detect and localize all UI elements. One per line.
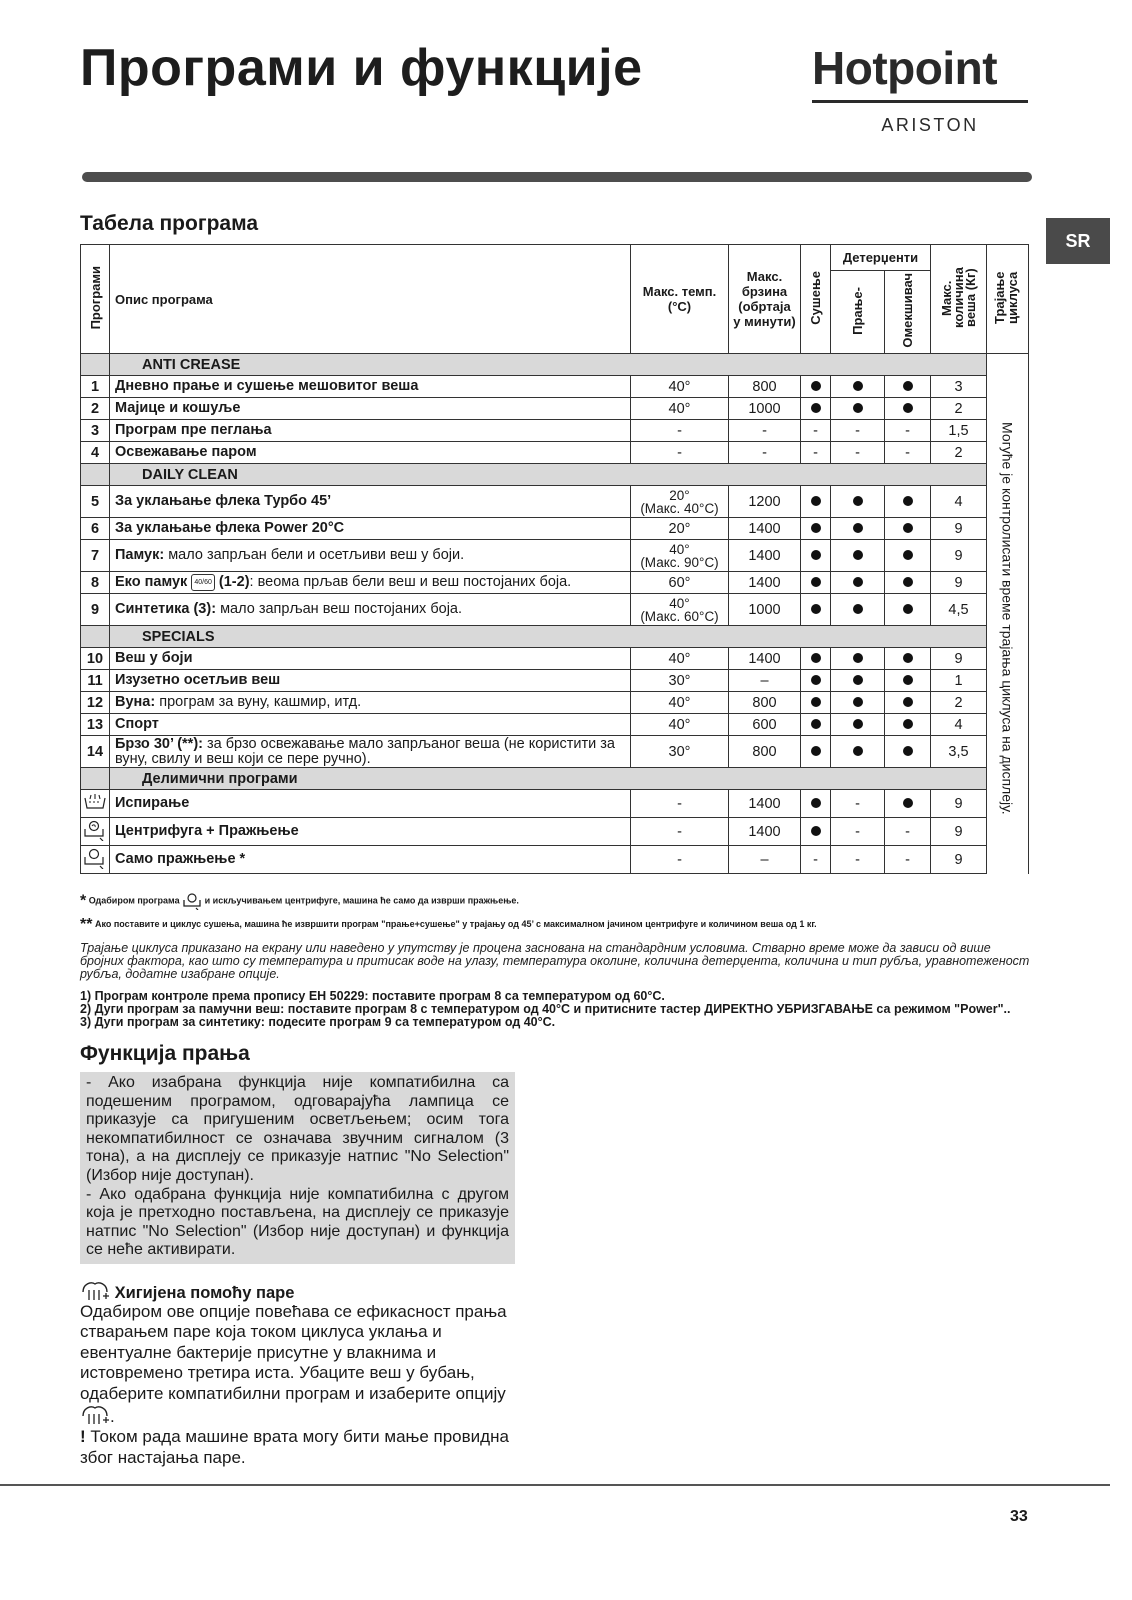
softener-cell bbox=[885, 518, 931, 540]
program-number: 10 bbox=[81, 648, 110, 670]
drying-cell bbox=[801, 648, 831, 670]
language-tab: SR bbox=[1046, 218, 1110, 264]
max-load-cell: 9 bbox=[931, 518, 987, 540]
drying-cell bbox=[801, 594, 831, 626]
dot-mark bbox=[811, 381, 821, 391]
drying-cell bbox=[801, 572, 831, 594]
max-temp-cell: - bbox=[631, 846, 729, 874]
program-number: 13 bbox=[81, 714, 110, 736]
page-title: Програми и функције bbox=[80, 39, 643, 97]
section-title-functions: Функција прања bbox=[80, 1042, 250, 1065]
steam-hygiene-title: Хигијена помоћу паре bbox=[80, 1280, 294, 1303]
program-row bbox=[81, 594, 1029, 626]
max-load-cell: 2 bbox=[931, 692, 987, 714]
wash-detergent-cell: - bbox=[831, 818, 885, 846]
program-row bbox=[81, 648, 1029, 670]
max-load-cell: 2 bbox=[931, 398, 987, 420]
max-load-cell: 3 bbox=[931, 376, 987, 398]
dot-mark bbox=[853, 746, 863, 756]
softener-cell bbox=[885, 648, 931, 670]
max-temp-cell: 40° bbox=[631, 692, 729, 714]
program-number: 7 bbox=[81, 540, 110, 572]
drying-cell bbox=[801, 518, 831, 540]
dot-mark bbox=[903, 523, 913, 533]
header-max-temp: Макс. темп. (°C) bbox=[631, 245, 729, 354]
max-speed-cell: 1000 bbox=[729, 398, 801, 420]
max-speed-cell: 1400 bbox=[729, 572, 801, 594]
program-description: Програм пре пеглања bbox=[110, 420, 631, 442]
drying-cell bbox=[801, 670, 831, 692]
max-temp-cell: 40° bbox=[631, 648, 729, 670]
rinse-icon bbox=[81, 790, 110, 818]
max-temp-cell: 40° bbox=[631, 714, 729, 736]
header-washing: Прање- bbox=[831, 271, 885, 354]
program-number: 11 bbox=[81, 670, 110, 692]
program-row bbox=[81, 398, 1029, 420]
section-row bbox=[81, 626, 1029, 648]
program-description: Освежавање паром bbox=[110, 442, 631, 464]
steam-icon bbox=[80, 1280, 110, 1302]
section-name: ANTI CREASE bbox=[110, 354, 987, 376]
dot-mark bbox=[853, 697, 863, 707]
dot-mark bbox=[903, 496, 913, 506]
program-description: Брзо 30’ (**): за брзо освежавање мало запрљаног веша (не користити за вуну, свилу и веш који се пере ручно). bbox=[110, 736, 631, 768]
max-speed-cell: – bbox=[729, 670, 801, 692]
steam-warning: Током рада машине врата могу бити мање провидна због настајања паре. bbox=[80, 1427, 509, 1467]
max-speed-cell: 1400 bbox=[729, 818, 801, 846]
wash-detergent-cell bbox=[831, 648, 885, 670]
max-speed-cell: 800 bbox=[729, 692, 801, 714]
drying-cell bbox=[801, 486, 831, 518]
max-load-cell: 9 bbox=[931, 540, 987, 572]
wash-detergent-cell bbox=[831, 518, 885, 540]
max-load-cell: 9 bbox=[931, 648, 987, 670]
dot-mark bbox=[811, 550, 821, 560]
wash-detergent-cell bbox=[831, 486, 885, 518]
section-name: Делимични програми bbox=[110, 768, 987, 790]
logo-rule bbox=[812, 100, 1028, 103]
section-row bbox=[81, 354, 1029, 376]
program-row bbox=[81, 518, 1029, 540]
softener-cell bbox=[885, 540, 931, 572]
softener-cell bbox=[885, 376, 931, 398]
program-description: Центрифуга + Пражњење bbox=[110, 818, 631, 846]
section-name: SPECIALS bbox=[110, 626, 987, 648]
max-speed-cell: 1200 bbox=[729, 486, 801, 518]
program-description: Вуна: програм за вуну, кашмир, итд. bbox=[110, 692, 631, 714]
dot-mark bbox=[853, 577, 863, 587]
drying-cell bbox=[801, 376, 831, 398]
section-num-cell bbox=[81, 464, 110, 486]
max-load-cell: 9 bbox=[931, 790, 987, 818]
section-name: DAILY CLEAN bbox=[110, 464, 987, 486]
dot-mark bbox=[903, 719, 913, 729]
compatibility-note-2: - Ако одабрана функција није компатибилна с другом која је претходно постављена, на дисплеју се приказује натпис "No Selection" (Избор није доступан) и функција се неће активирати. bbox=[86, 1185, 510, 1259]
program-row bbox=[81, 790, 1029, 818]
max-speed-cell: - bbox=[729, 420, 801, 442]
dot-mark bbox=[903, 675, 913, 685]
drying-cell bbox=[801, 714, 831, 736]
dot-mark bbox=[811, 826, 821, 836]
softener-cell bbox=[885, 670, 931, 692]
program-row bbox=[81, 572, 1029, 594]
program-number: 3 bbox=[81, 420, 110, 442]
max-temp-cell: 60° bbox=[631, 572, 729, 594]
dot-mark bbox=[811, 798, 821, 808]
footnote-double-star: ** Ако поставите и циклус сушења, машина ће извршити програм "прање+сушење" у трајању од 45’ с максималном јачином центрифуге и количином веша од 1 кг. bbox=[80, 916, 817, 933]
dot-mark bbox=[903, 798, 913, 808]
max-speed-cell: 600 bbox=[729, 714, 801, 736]
brand-subname: ARISTON bbox=[881, 115, 979, 135]
wash-detergent-cell bbox=[831, 376, 885, 398]
max-temp-cell: 40° (Макс. 90°C) bbox=[631, 540, 729, 572]
dot-mark bbox=[853, 604, 863, 614]
wash-detergent-cell: - bbox=[831, 790, 885, 818]
program-row bbox=[81, 420, 1029, 442]
wash-detergent-cell: - bbox=[831, 420, 885, 442]
header-detergents: Детерџенти bbox=[831, 245, 931, 271]
program-number: 8 bbox=[81, 572, 110, 594]
dot-mark bbox=[853, 403, 863, 413]
program-row bbox=[81, 736, 1029, 768]
header-max-speed: Макс. брзина (обртаја у минути) bbox=[729, 245, 801, 354]
program-description: Памук: мало запрљан бели и осетљиви веш у боји. bbox=[110, 540, 631, 572]
max-temp-cell: 30° bbox=[631, 670, 729, 692]
drying-cell bbox=[801, 818, 831, 846]
max-speed-cell: 1000 bbox=[729, 594, 801, 626]
drying-cell bbox=[801, 692, 831, 714]
max-load-cell: 2 bbox=[931, 442, 987, 464]
max-load-cell: 4 bbox=[931, 486, 987, 518]
dot-mark bbox=[853, 381, 863, 391]
dot-mark bbox=[903, 746, 913, 756]
spin-drain-icon bbox=[81, 818, 110, 846]
section-num-cell bbox=[81, 626, 110, 648]
duration-note-cell bbox=[987, 354, 1029, 874]
dot-mark bbox=[903, 550, 913, 560]
max-temp-cell: 20° (Макс. 40°C) bbox=[631, 486, 729, 518]
standard-notes bbox=[80, 990, 1040, 1029]
softener-cell bbox=[885, 790, 931, 818]
program-number: 12 bbox=[81, 692, 110, 714]
softener-cell bbox=[885, 572, 931, 594]
wash-detergent-cell: - bbox=[831, 442, 885, 464]
program-number: 1 bbox=[81, 376, 110, 398]
footnote-star: * Одабиром програма и искључивањем центрифуге, машина ће само да изврши пражњење. bbox=[80, 892, 519, 910]
brand-logo bbox=[812, 42, 1028, 136]
section-row bbox=[81, 464, 1029, 486]
max-load-cell: 1,5 bbox=[931, 420, 987, 442]
max-speed-cell: – bbox=[729, 846, 801, 874]
dot-mark bbox=[811, 604, 821, 614]
program-number: 14 bbox=[81, 736, 110, 768]
drying-cell bbox=[801, 790, 831, 818]
max-load-cell: 9 bbox=[931, 846, 987, 874]
softener-cell bbox=[885, 714, 931, 736]
max-speed-cell: - bbox=[729, 442, 801, 464]
wash-detergent-cell: - bbox=[831, 846, 885, 874]
brand-name: Hotpoint bbox=[812, 42, 998, 94]
dot-mark bbox=[853, 550, 863, 560]
softener-cell: - bbox=[885, 846, 931, 874]
program-description: Само пражњење * bbox=[110, 846, 631, 874]
wash-detergent-cell bbox=[831, 572, 885, 594]
max-speed-cell: 1400 bbox=[729, 540, 801, 572]
dot-mark bbox=[853, 653, 863, 663]
dot-mark bbox=[811, 719, 821, 729]
drying-cell bbox=[801, 398, 831, 420]
steam-icon bbox=[80, 1404, 110, 1426]
program-row bbox=[81, 818, 1029, 846]
max-speed-cell: 1400 bbox=[729, 648, 801, 670]
max-temp-cell: - bbox=[631, 442, 729, 464]
dot-mark bbox=[853, 675, 863, 685]
drying-cell: - bbox=[801, 442, 831, 464]
program-description: Испирање bbox=[110, 790, 631, 818]
section-num-cell bbox=[81, 768, 110, 790]
max-load-cell: 9 bbox=[931, 572, 987, 594]
program-description: Синтетика (3): мало запрљан веш постојаних боја. bbox=[110, 594, 631, 626]
max-temp-cell: 40° (Макс. 60°C) bbox=[631, 594, 729, 626]
dot-mark bbox=[903, 653, 913, 663]
dot-mark bbox=[903, 577, 913, 587]
dot-mark bbox=[903, 403, 913, 413]
section-num-cell bbox=[81, 354, 110, 376]
drying-cell bbox=[801, 540, 831, 572]
program-row bbox=[81, 376, 1029, 398]
program-row bbox=[81, 714, 1029, 736]
program-description: За уклањање флека Турбо 45’ bbox=[110, 486, 631, 518]
dot-mark bbox=[811, 496, 821, 506]
max-load-cell: 3,5 bbox=[931, 736, 987, 768]
program-row bbox=[81, 540, 1029, 572]
program-description: За уклањање флека Power 20°C bbox=[110, 518, 631, 540]
max-temp-cell: - bbox=[631, 790, 729, 818]
dot-mark bbox=[811, 523, 821, 533]
eco-icon: 40/60 bbox=[191, 574, 215, 591]
dot-mark bbox=[903, 381, 913, 391]
program-description: Спорт bbox=[110, 714, 631, 736]
page-number: 33 bbox=[1010, 1508, 1028, 1525]
max-temp-cell: 40° bbox=[631, 376, 729, 398]
table-title: Табела програма bbox=[80, 212, 259, 235]
max-load-cell: 4,5 bbox=[931, 594, 987, 626]
max-temp-cell: 40° bbox=[631, 398, 729, 420]
dot-mark bbox=[903, 604, 913, 614]
dot-mark bbox=[811, 697, 821, 707]
dot-mark bbox=[853, 523, 863, 533]
program-number: 2 bbox=[81, 398, 110, 420]
wash-detergent-cell bbox=[831, 540, 885, 572]
dot-mark bbox=[811, 653, 821, 663]
max-load-cell: 9 bbox=[931, 818, 987, 846]
warning-mark: ! bbox=[80, 1427, 86, 1447]
header-description: Опис програма bbox=[110, 245, 631, 354]
max-speed-cell: 1400 bbox=[729, 518, 801, 540]
header-drying: Сушење bbox=[801, 245, 831, 354]
dot-mark bbox=[853, 496, 863, 506]
wash-detergent-cell bbox=[831, 670, 885, 692]
compatibility-note-box bbox=[80, 1072, 515, 1264]
program-description: Веш у боји bbox=[110, 648, 631, 670]
max-temp-cell: - bbox=[631, 818, 729, 846]
softener-cell bbox=[885, 692, 931, 714]
program-row bbox=[81, 692, 1029, 714]
max-temp-cell: 20° bbox=[631, 518, 729, 540]
drying-cell: - bbox=[801, 846, 831, 874]
standard-note-2: 2) Дуги програм за памучни веш: поставите програм 8 с температуром од 40°C и притисните тастер ДИРЕКТНО УБРИЗГАВАЊЕ са режимом "Power".. bbox=[80, 1002, 1011, 1016]
wash-detergent-cell bbox=[831, 692, 885, 714]
max-temp-cell: 30° bbox=[631, 736, 729, 768]
section-row bbox=[81, 768, 1029, 790]
wash-detergent-cell bbox=[831, 398, 885, 420]
program-number: 5 bbox=[81, 486, 110, 518]
dot-mark bbox=[853, 719, 863, 729]
max-speed-cell: 1400 bbox=[729, 790, 801, 818]
wash-detergent-cell bbox=[831, 714, 885, 736]
wash-detergent-cell bbox=[831, 736, 885, 768]
duration-note: Могуће је контролисати време трајања циклуса на дисплеју. bbox=[999, 422, 1016, 815]
dot-mark bbox=[811, 746, 821, 756]
softener-cell: - bbox=[885, 818, 931, 846]
program-description: Дневно прање и сушење мешовитог веша bbox=[110, 376, 631, 398]
softener-cell: - bbox=[885, 420, 931, 442]
program-row bbox=[81, 670, 1029, 692]
softener-cell bbox=[885, 486, 931, 518]
program-description: Изузетно осетљив веш bbox=[110, 670, 631, 692]
dot-mark bbox=[811, 577, 821, 587]
max-speed-cell: 800 bbox=[729, 736, 801, 768]
compatibility-note-1: - Ако изабрана функција није компатибилна са подешеним програмом, одговарајућа лампица се приказује са пригушеним осветљењем; осим тога некомпатибилност се означава звучним сигналом (3 тона), а на дисплеју се приказује натпис "No Selection" (Избор није доступан). bbox=[86, 1074, 509, 1184]
dot-mark bbox=[811, 403, 821, 413]
max-speed-cell: 800 bbox=[729, 376, 801, 398]
softener-cell bbox=[885, 398, 931, 420]
drying-cell: - bbox=[801, 420, 831, 442]
drain-icon bbox=[182, 892, 202, 910]
program-row bbox=[81, 486, 1029, 518]
standard-note-1: 1) Програм контроле према пропису ЕН 50229: поставите програм 8 са температуром од 60°C. bbox=[80, 989, 665, 1003]
max-load-cell: 1 bbox=[931, 670, 987, 692]
dot-mark bbox=[903, 697, 913, 707]
program-number: 9 bbox=[81, 594, 110, 626]
drain-icon bbox=[81, 846, 110, 874]
dot-mark bbox=[811, 675, 821, 685]
program-row bbox=[81, 442, 1029, 464]
program-row bbox=[81, 846, 1029, 874]
header-max-load: Макс. количина веша (Кг) bbox=[931, 245, 987, 354]
drying-cell bbox=[801, 736, 831, 768]
steam-hygiene-body: Одабиром ове опције повећава се ефикасност прања стварањем паре која током циклуса уклања и евентуалне бактерије присутне у влакнима и истовремено третира иста. Убаците веш у бубањ, одаберите компатибилни програм и изаберите опцију . ! Током рада машине врата могу бити мање провидна због настајања паре. bbox=[80, 1302, 509, 1467]
softener-cell bbox=[885, 736, 931, 768]
header-duration: Трајање циклуса bbox=[987, 245, 1029, 354]
standard-note-3: 3) Дуги програм за синтетику: подесите програм 9 са температуром од 40°C. bbox=[80, 1015, 556, 1029]
footer-divider bbox=[0, 1484, 1110, 1486]
program-number: 6 bbox=[81, 518, 110, 540]
header-softener: Омекшивач bbox=[885, 271, 931, 354]
max-load-cell: 4 bbox=[931, 714, 987, 736]
program-table bbox=[80, 244, 1029, 874]
wash-detergent-cell bbox=[831, 594, 885, 626]
program-number: 4 bbox=[81, 442, 110, 464]
max-temp-cell: - bbox=[631, 420, 729, 442]
program-description: Еко памук 40/60 (1-2): веома прљав бели веш и веш постојаних боја. bbox=[110, 572, 631, 594]
header-programs: Програми bbox=[81, 245, 110, 354]
softener-cell: - bbox=[885, 442, 931, 464]
header-divider bbox=[82, 172, 1032, 182]
softener-cell bbox=[885, 594, 931, 626]
duration-disclaimer: Трајање циклуса приказано на екрану или наведено у упутству је процена заснована на стандардним условима. Стварно време може да зависи од више бројних фактора, као што су температура и притисак воде на улазу, температура околине, количина детерџента, количина и тип рубља, уравнотеженост рубља, додатне изабране опције. bbox=[80, 941, 1030, 981]
program-description: Мајице и кошуље bbox=[110, 398, 631, 420]
